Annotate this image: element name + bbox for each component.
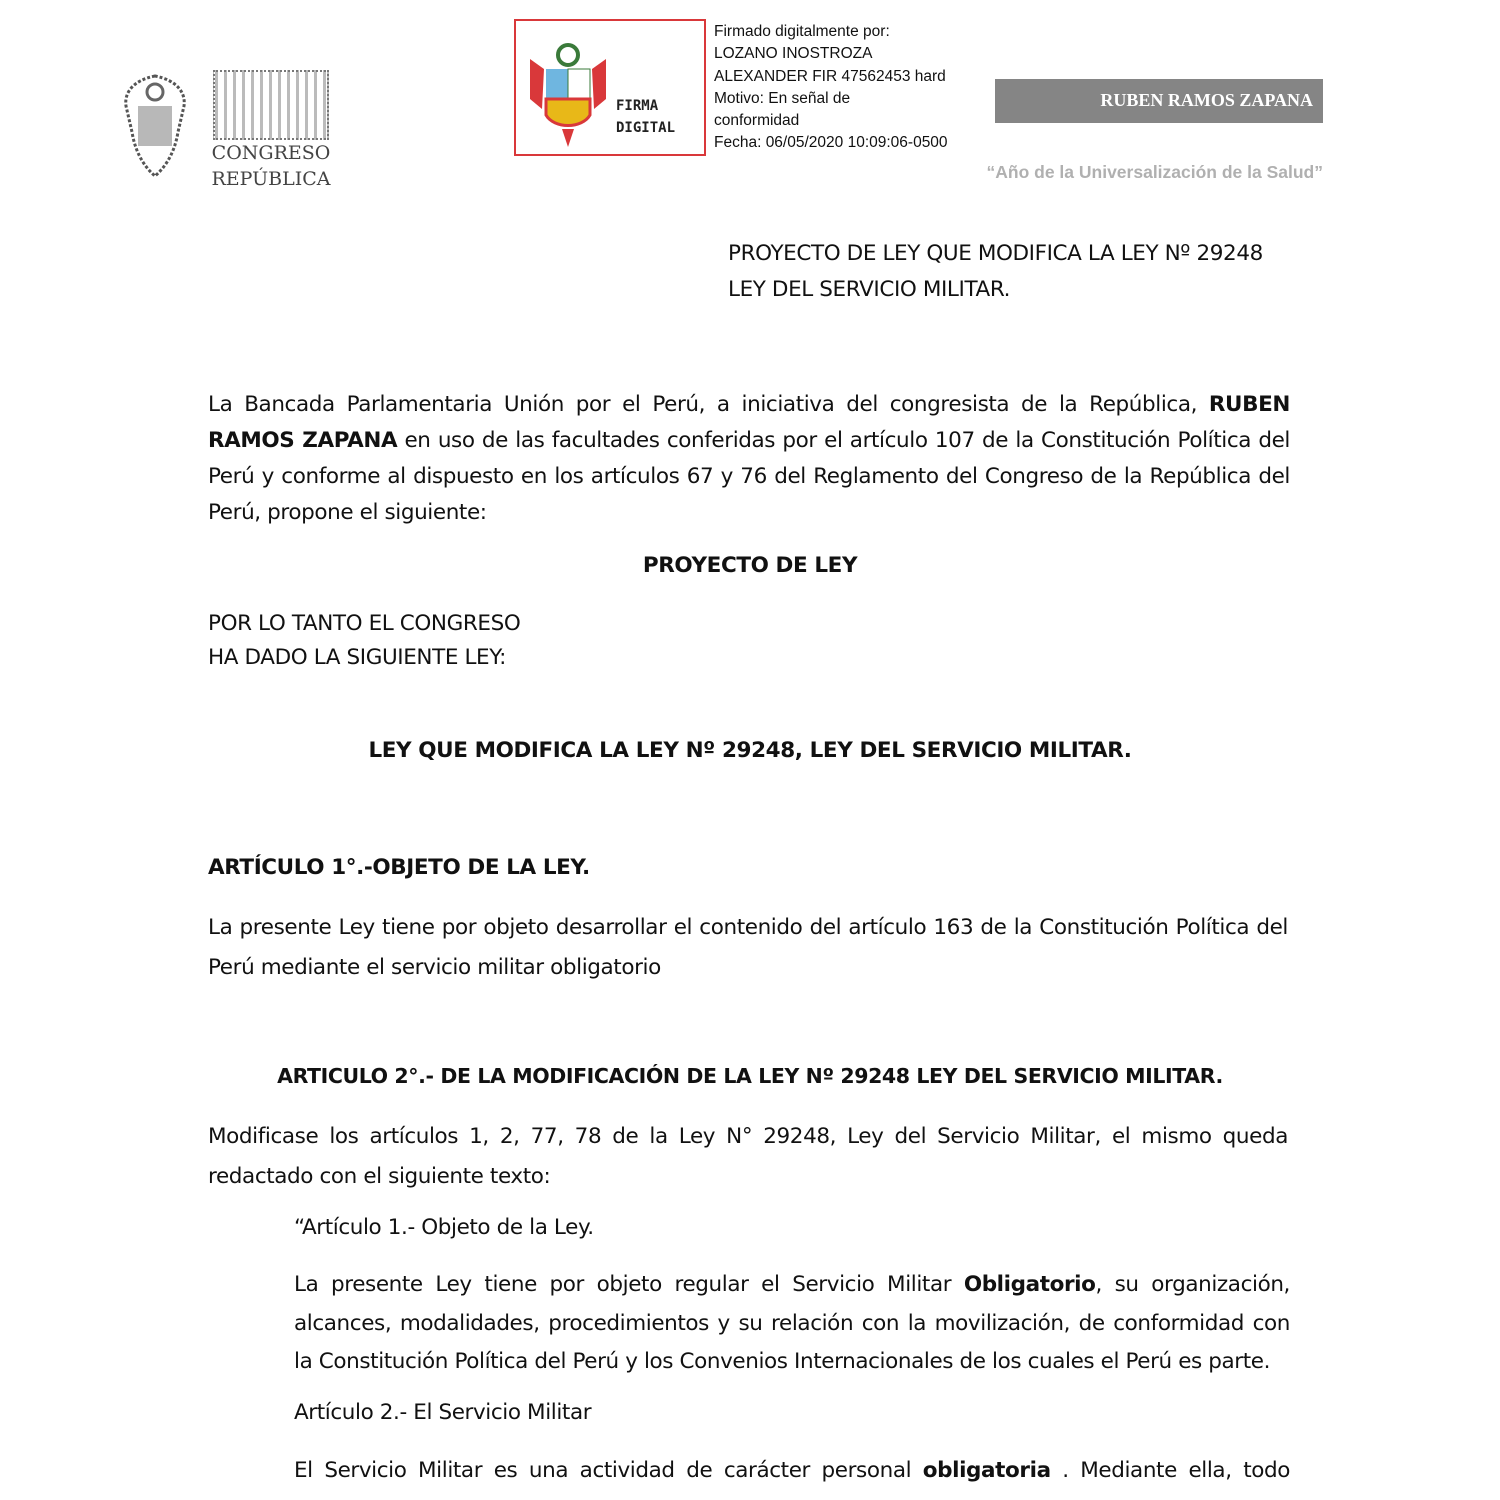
enactment-clause: POR LO TANTO EL CONGRESO HA DADO LA SIGUIENTE LEY: (208, 611, 521, 670)
proyecto-heading: PROYECTO DE LEY (642, 553, 858, 578)
congreso-logo: CONGRESO REPÚBLICA (205, 70, 337, 195)
article-1-heading: ARTÍCULO 1°.-OBJETO DE LA LEY. (208, 855, 590, 880)
year-motto: “Año de la Universalización de la Salud” (986, 162, 1323, 182)
peru-shield-icon (522, 29, 614, 151)
article-2-heading: ARTICULO 2°.- DE LA MODIFICACIÓN DE LA LEY Nº 29248 LEY DEL SERVICIO MILITAR. (277, 1064, 1223, 1088)
quoted-article-2-text: El Servicio Militar es una actividad de carácter personal obligatoria . Mediante ella, todo (294, 1458, 1290, 1483)
digital-signature-info: Firmado digitalmente por: LOZANO INOSTROZA ALEXANDER FIR 47562453 hard Motivo: En señal de conformidad Fecha: 06/05/2020 10:09:06-0500 (714, 23, 948, 152)
document-title: PROYECTO DE LEY QUE MODIFICA LA LEY Nº 29248 LEY DEL SERVICIO MILITAR. (728, 241, 1263, 302)
peru-coat-of-arms-logo (118, 72, 192, 180)
quoted-article-2-heading: Artículo 2.- El Servicio Militar (294, 1400, 592, 1425)
law-title: LEY QUE MODIFICA LA LEY Nº 29248, LEY DEL SERVICIO MILITAR. (368, 738, 1132, 763)
article-2-text: Modificase los artículos 1, 2, 77, 78 de la Ley N° 29248, Ley del Servicio Militar, el mismo queda redactado con el siguiente texto: (208, 1124, 1288, 1189)
quoted-article-1-heading: “Artículo 1.- Objeto de la Ley. (294, 1215, 594, 1240)
article-1-text: La presente Ley tiene por objeto desarrollar el contenido del artículo 163 de la Constitución Política del Perú mediante el servicio militar obligatorio (208, 915, 1288, 980)
author-band: RUBEN RAMOS ZAPANA (995, 79, 1323, 123)
quoted-article-1-text: La presente Ley tiene por objeto regular el Servicio Militar Obligatorio, su organización, alcances, modalidades, procedimientos y su relación con la movilización, de conformidad con la Constitución Política del Perú y los Convenios Internacionales de los cuales el Perú es parte. (294, 1272, 1290, 1374)
intro-paragraph: La Bancada Parlamentaria Unión por el Perú, a iniciativa del congresista de la República, RUBEN RAMOS ZAPANA en uso de las facultades conferidas por el artículo 107 de la Constitución Política del Perú y conforme al dispuesto en los artículos 67 y 76 del Reglamento del Congreso de la República del Perú, propone el siguiente: (208, 392, 1290, 525)
firma-digital-seal: FIRMA DIGITAL (514, 19, 706, 156)
